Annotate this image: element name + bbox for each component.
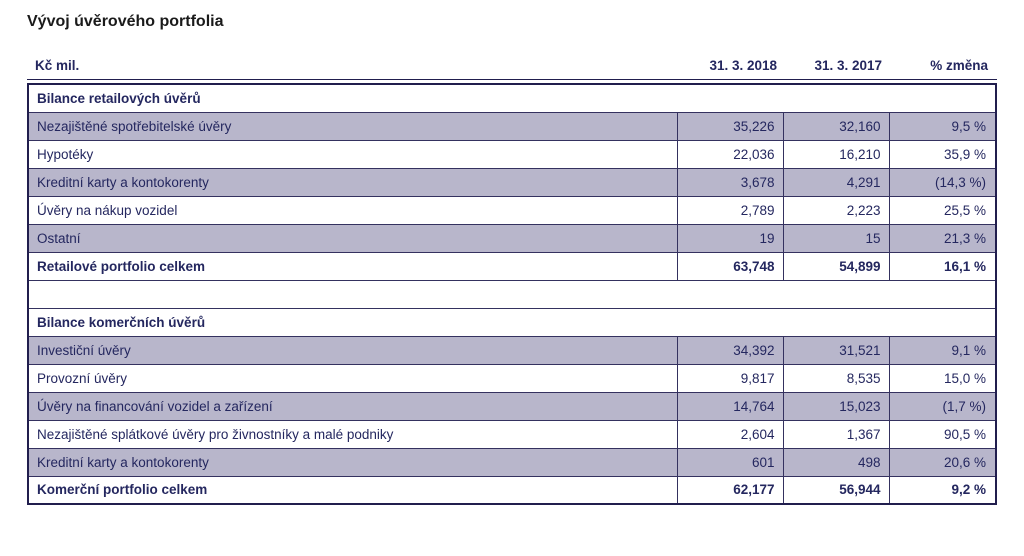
total-2017: 56,944 (784, 476, 890, 504)
pct-change: 15,0 % (890, 364, 996, 392)
table-row (28, 168, 996, 196)
value-2018: 2,604 (678, 420, 784, 448)
value-2017: 2,223 (784, 196, 890, 224)
value-2017: 8,535 (784, 364, 890, 392)
table-row (28, 112, 996, 140)
row-label: Nezajištěné spotřebitelské úvěry (28, 112, 678, 140)
value-2017: 4,291 (784, 168, 890, 196)
section-header-label: Bilance retailových úvěrů (28, 84, 996, 112)
section-header-label: Bilance komerčních úvěrů (28, 308, 996, 336)
section-total-row-commercial (28, 476, 996, 504)
loan-portfolio-table (27, 83, 997, 505)
section-header-retail (28, 84, 996, 112)
row-label: Ostatní (28, 224, 678, 252)
column-header-2018: 31. 3. 2018 (709, 58, 777, 73)
table-row (28, 196, 996, 224)
pct-change: 9,5 % (890, 112, 996, 140)
table-row (28, 448, 996, 476)
total-2017: 54,899 (784, 252, 890, 280)
page-title: Vývoj úvěrového portfolia (27, 13, 224, 30)
table-row (28, 392, 996, 420)
unit-label: Kč mil. (35, 58, 80, 73)
value-2018: 3,678 (678, 168, 784, 196)
pct-change: 20,6 % (890, 448, 996, 476)
table-row (28, 336, 996, 364)
table-column-header (27, 58, 997, 80)
table-row (28, 140, 996, 168)
pct-change: (1,7 %) (890, 392, 996, 420)
value-2018: 2,789 (678, 196, 784, 224)
value-2017: 31,521 (784, 336, 890, 364)
pct-change: 9,1 % (890, 336, 996, 364)
pct-change: 35,9 % (890, 140, 996, 168)
table-row (28, 224, 996, 252)
total-2018: 63,748 (678, 252, 784, 280)
value-2018: 14,764 (678, 392, 784, 420)
value-2018: 34,392 (678, 336, 784, 364)
value-2018: 9,817 (678, 364, 784, 392)
column-header-change: % změna (930, 58, 988, 73)
total-label: Retailové portfolio celkem (28, 252, 678, 280)
total-change: 9,2 % (890, 476, 996, 504)
spacer-row (28, 280, 996, 308)
row-label: Nezajištěné splátkové úvěry pro živnostníky a malé podniky (28, 420, 678, 448)
pct-change: (14,3 %) (890, 168, 996, 196)
row-label: Provozní úvěry (28, 364, 678, 392)
table-row (28, 420, 996, 448)
pct-change: 21,3 % (890, 224, 996, 252)
column-header-2017: 31. 3. 2017 (814, 58, 882, 73)
row-label: Úvěry na financování vozidel a zařízení (28, 392, 678, 420)
total-label: Komerční portfolio celkem (28, 476, 678, 504)
value-2018: 22,036 (678, 140, 784, 168)
table-row (28, 364, 996, 392)
row-label: Hypotéky (28, 140, 678, 168)
value-2018: 35,226 (678, 112, 784, 140)
value-2018: 601 (678, 448, 784, 476)
row-label: Kreditní karty a kontokorenty (28, 168, 678, 196)
value-2017: 15,023 (784, 392, 890, 420)
row-label: Investiční úvěry (28, 336, 678, 364)
value-2017: 1,367 (784, 420, 890, 448)
value-2017: 32,160 (784, 112, 890, 140)
section-total-row-retail (28, 252, 996, 280)
pct-change: 25,5 % (890, 196, 996, 224)
row-label: Kreditní karty a kontokorenty (28, 448, 678, 476)
total-2018: 62,177 (678, 476, 784, 504)
value-2017: 15 (784, 224, 890, 252)
value-2017: 16,210 (784, 140, 890, 168)
value-2018: 19 (678, 224, 784, 252)
section-header-commercial (28, 308, 996, 336)
row-label: Úvěry na nákup vozidel (28, 196, 678, 224)
pct-change: 90,5 % (890, 420, 996, 448)
total-change: 16,1 % (890, 252, 996, 280)
value-2017: 498 (784, 448, 890, 476)
